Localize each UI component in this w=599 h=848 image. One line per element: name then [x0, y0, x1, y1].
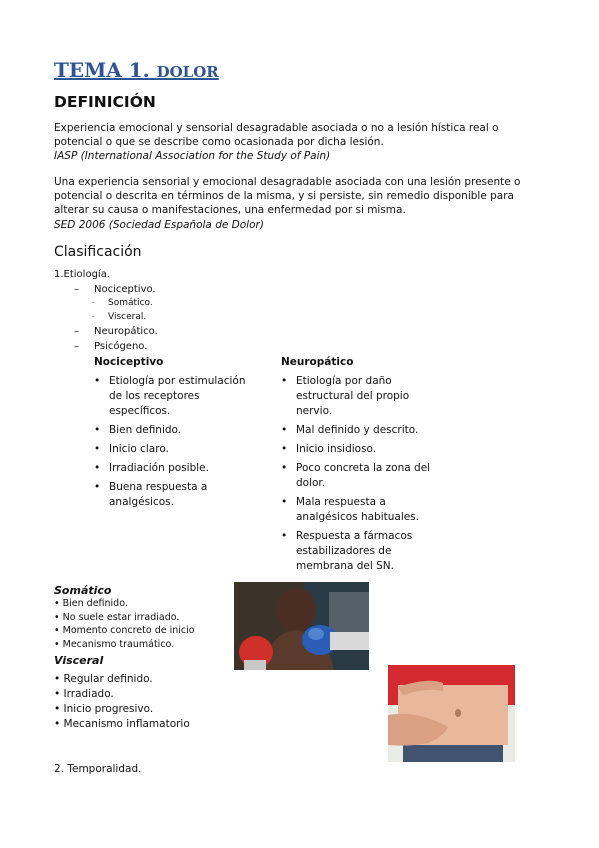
visceral-heading: Visceral	[54, 654, 104, 667]
neuropatico-item	[74, 326, 158, 337]
visceral-section	[54, 654, 234, 732]
psicogeno-item	[74, 341, 147, 352]
somatico-list	[54, 597, 234, 651]
neuropatico-column-heading: Neuropático	[281, 356, 354, 368]
list-item: • Mala respuesta a analgésicos habituales.	[281, 495, 441, 525]
list-item: • Inicio progresivo.	[54, 702, 234, 717]
title-sub: DOLOR	[156, 63, 219, 81]
etiologia-item: 1.Etiología.	[54, 269, 111, 280]
definition-paragraph-1	[54, 121, 544, 164]
definition-source-2: SED 2006 (Sociedad Española de Dolor)	[54, 218, 264, 231]
list-item: • Poco concreta la zona del dolor.	[281, 461, 441, 491]
list-item: • Bien definido.	[54, 597, 234, 611]
list-item: • Regular definido.	[54, 672, 234, 687]
temporalidad-item: 2. Temporalidad.	[54, 763, 142, 775]
title-main: TEMA 1.	[54, 58, 150, 82]
list-item: • Inicio insidioso.	[281, 442, 441, 457]
somatico-subitem	[92, 298, 153, 308]
definition-source-1: IASP (International Association for the Study of Pain)	[54, 150, 331, 163]
list-item: • Momento concreto de inicio	[54, 624, 234, 638]
list-item: • Buena respuesta a analgésicos.	[94, 480, 259, 510]
list-item: • Respuesta a fármacos estabilizadores de membrana del SN.	[281, 529, 441, 574]
nociceptivo-column-heading: Nociceptivo	[94, 356, 164, 368]
list-item: • Etiología por estimulación de los receptores específicos.	[94, 374, 259, 419]
visceral-label: Visceral.	[108, 312, 147, 322]
somatico-label: Somático.	[108, 298, 153, 308]
somatico-heading: Somático	[54, 584, 112, 597]
boxer-photo	[234, 582, 369, 670]
definition-paragraph-2	[54, 175, 544, 232]
nociceptivo-list	[94, 374, 259, 510]
visceral-list	[54, 672, 234, 732]
neuropatico-column	[281, 356, 441, 578]
neuropatico-list	[281, 374, 441, 574]
list-item: • Mecanismo traumático.	[54, 638, 234, 652]
somatico-section	[54, 584, 234, 651]
list-item: • Inicio claro.	[94, 442, 259, 457]
neuropatico-label: Neuropático.	[94, 326, 158, 337]
nociceptivo-item	[74, 284, 156, 295]
definition-text-1: Experiencia emocional y sensorial desagradable asociada o no a lesión hística real o potencial o que se describe como ocasionada por dicha lesión.	[54, 122, 499, 149]
psicogeno-label: Psicógeno.	[94, 341, 148, 352]
dash-marker: –	[74, 341, 79, 352]
dot-marker: ·	[92, 312, 95, 321]
definicion-heading: DEFINICIÓN	[54, 93, 156, 111]
page-title	[54, 58, 219, 82]
list-item: • Irradiación posible.	[94, 461, 259, 476]
list-item: • Mal definido y descrito.	[281, 423, 441, 438]
visceral-subitem	[92, 312, 146, 322]
definition-text-2: Una experiencia sensorial y emocional desagradable asociada con una lesión presente o potencial o descrita en términos de la misma, y si persiste, sin remedio disponible para alterar su causa o manifestaciones, una enfermedad por si misma.	[54, 176, 521, 217]
abdomen-photo	[388, 665, 515, 762]
list-item: • Mecanismo inflamatorio	[54, 717, 234, 732]
list-item: • Bien definido.	[94, 423, 259, 438]
dash-marker: –	[74, 284, 79, 295]
list-item: • Etiología por daño estructural del propio nervio.	[281, 374, 441, 419]
list-item: • No suele estar irradiado.	[54, 611, 234, 625]
dash-marker: –	[74, 326, 79, 337]
clasificacion-heading: Clasificación	[54, 244, 142, 260]
dot-marker: ·	[92, 298, 95, 307]
list-item: • Irradiado.	[54, 687, 234, 702]
nociceptivo-label: Nociceptivo.	[94, 284, 156, 295]
nociceptivo-column	[94, 356, 259, 514]
